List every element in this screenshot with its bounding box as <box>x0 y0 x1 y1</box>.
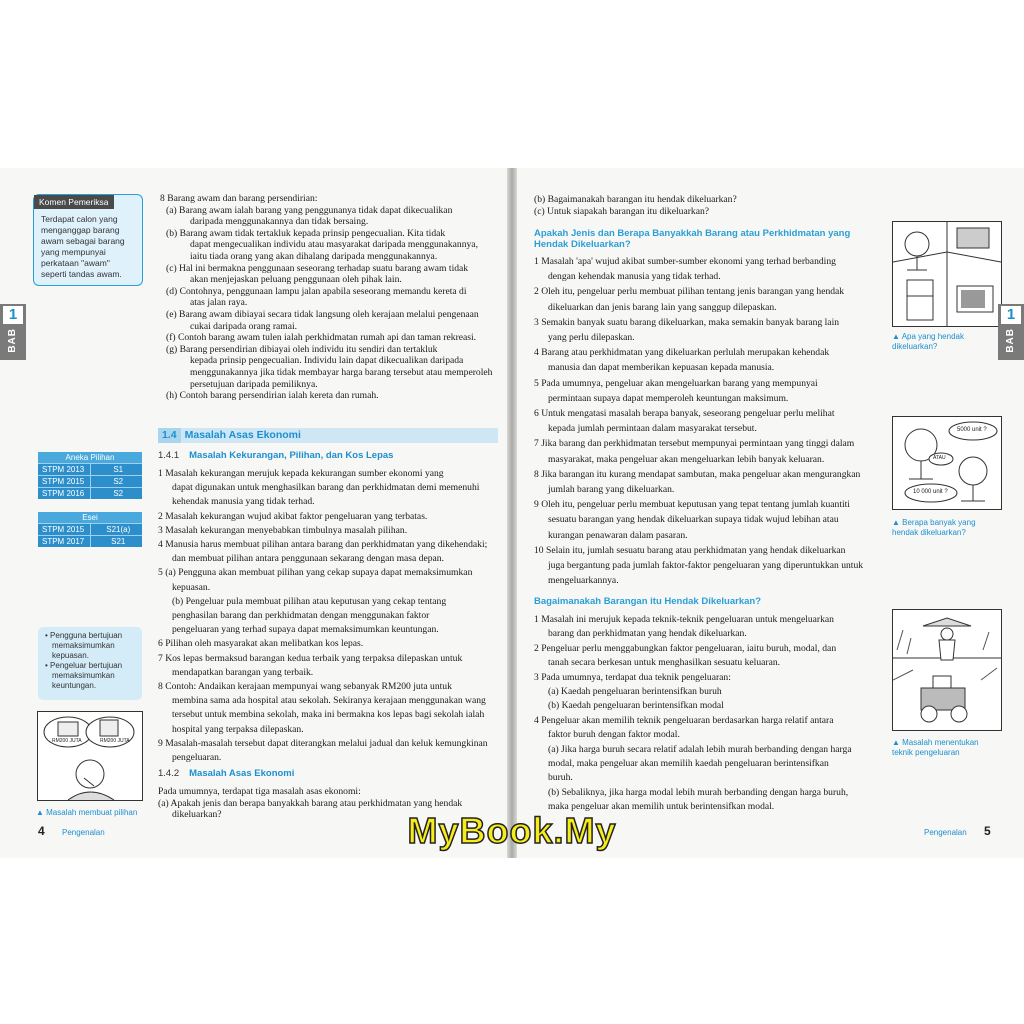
text-line: 2 Pengeluar perlu menggabungkan faktor pengeluaran, iaitu buruh, modal, dan <box>534 642 837 654</box>
page-footer: Pengenalan <box>62 828 105 837</box>
text-line: (b) Bagaimanakah barangan itu hendak dikeluarkan? <box>534 194 737 205</box>
esei-table <box>38 512 142 547</box>
bab-number: 1 <box>3 306 23 324</box>
right-page <box>512 168 1024 858</box>
text-line: (b) Barang awam tidak tertakluk kepada prinsip pengecualian. Kita tidak <box>166 227 446 239</box>
thinking-man-cartoon <box>37 711 143 801</box>
text-line: kepada jumlah permintaan dalam masyarakat tersebut. <box>548 423 757 435</box>
text-line: (g) Barang persendirian dibiayai oleh individu itu sendiri dan tertakluk <box>166 343 438 355</box>
page-number: 5 <box>984 824 991 838</box>
cartoon-label: RM200 JUTA <box>52 738 82 744</box>
watermark: MyBook.My <box>407 810 617 851</box>
thinking-man-illustration <box>38 712 142 800</box>
text-line: membina sama ada hospital atau sekolah. Sekiranya kerajaan menggunakan wang <box>172 695 486 707</box>
text-line: (f) Contoh barang awam tulen ialah perkhidmatan rumah api dan taman rekreasi. <box>166 332 477 344</box>
text-line: 3 Masalah kekurangan menyebabkan timbulnya masalah pilihan. <box>158 524 408 536</box>
question-heading: Bagaimanakah Barangan itu Hendak Dikeluarkan? <box>534 596 762 607</box>
text-line: kepuasan. <box>172 581 211 593</box>
text-line: dapat mengecualikan individu atau masyarakat daripada menggunakannya, <box>190 239 478 251</box>
text-line: 8 Barang awam dan barang persendirian: <box>160 193 318 204</box>
text-line: daripada menggunakannya dan tidak bersaing. <box>190 216 369 228</box>
text-line: 1 Masalah kekurangan merujuk kepada kekurangan sumber ekonomi yang <box>158 468 444 479</box>
bab-label: BAB <box>7 328 18 353</box>
table-row: STPM 2013 S1 <box>38 463 142 475</box>
text-line: penghasilan barang dan perkhidmatan dengan menggunakan faktor <box>172 610 430 621</box>
figure-label: 10 000 unit ? <box>913 489 948 495</box>
text-line: akan menjejaskan peluang penggunaan oleh pihak lain. <box>190 274 402 286</box>
text-line: pengeluaran yang terhad supaya dapat memaksimumkan keuntungan. <box>172 624 439 636</box>
text-line: kehendak manusia yang tidak terhad. <box>172 496 315 508</box>
table-row: STPM 2015 S21(a) <box>38 523 142 535</box>
text-line: (b) Sebaliknya, jika harga modal lebih murah berbanding dengan harga buruh, <box>548 786 849 798</box>
komen-pemeriksa-box <box>33 194 143 286</box>
text-line: mendapatkan barangan yang terbaik. <box>172 666 314 678</box>
text-line: cukai daripada orang ramai. <box>190 320 298 332</box>
text-line: 5 (a) Pengguna akan membuat pilihan yang cekap supaya dapat memaksimumkan <box>158 567 473 579</box>
text-line: Pada umumnya, terdapat tiga masalah asas ekonomi: <box>158 786 361 797</box>
text-line: 4 Barang atau perkhidmatan yang dikeluarkan perlulah merupakan kehendak <box>534 347 830 359</box>
text-line: kepada prinsip pengecualian. Individu lain dapat dikecualikan daripada <box>190 355 464 367</box>
text-line: 4 Manusia harus membuat pilihan antara barang dan perkhidmatan yang dikehendaki; <box>158 539 488 550</box>
text-line: 4 Pengeluar akan memilih teknik pengeluaran berdasarkan harga relatif antara <box>534 714 834 726</box>
text-line: manusia dan dapat memberikan kepuasan kepada manusia. <box>548 362 775 374</box>
subsection-heading: 1.4.2 Masalah Asas Ekonomi <box>158 768 295 779</box>
production-figure <box>892 609 1002 731</box>
text-line: jumlah barang yang dikeluarkan. <box>548 484 675 495</box>
text-line: faktor buruh dengan faktor modal. <box>548 729 680 741</box>
aneka-pilihan-table <box>38 452 142 499</box>
text-line: iaitu tiada orang yang akan dihalang daripada menggunakannya. <box>190 251 438 262</box>
text-line: 10 Selain itu, jumlah sesuatu barang atau perkhidmatan yang hendak dikeluarkan <box>534 544 846 556</box>
text-line: atas jalan raya. <box>190 297 248 309</box>
question-heading: Apakah Jenis dan Berapa Banyakkah Barang atau Perkhidmatan yang Hendak Dikeluarkan? <box>534 228 851 250</box>
text-line: dengan kehendak manusia yang tidak terhad. <box>548 271 721 283</box>
text-line: (c) Hal ini bermakna penggunaan seseorang terhadap suatu barang awam tidak <box>166 262 469 274</box>
text-line: dapat digunakan untuk menghasilkan barang dan perkhidmatan demi memenuhi <box>172 482 480 494</box>
text-line: (a) Jika harga buruh secara relatif adalah lebih murah berbanding dengan harga <box>548 743 852 755</box>
text-line: kurangan penawaran dalam pasaran. <box>548 529 688 541</box>
aneka-pilihan-title: Aneka Pilihan <box>38 452 142 463</box>
text-line: persetujuan daripada pemiliknya. <box>190 378 318 390</box>
appliances-figure <box>892 221 1002 327</box>
bullet-item: • Pengeluar bertujuan memaksimumkan keuntungan. <box>45 661 123 690</box>
text-line: mengeluarkannya. <box>548 575 619 587</box>
text-line: 8 Jika barangan itu kurang mendapat sambutan, maka pengeluar akan mengurangkan <box>534 468 861 480</box>
farm-production-illustration <box>893 610 1001 730</box>
table-row: STPM 2015 S2 <box>38 475 142 487</box>
bullet-item: • Pengguna bertujuan memaksimumkan kepuasan. <box>45 631 123 660</box>
table-row: STPM 2017 S21 <box>38 535 142 547</box>
figure-caption: ▲ Masalah menentukan teknik pengeluaran <box>892 738 979 757</box>
text-line: 7 Jika barang dan perkhidmatan tersebut mempunyai permintaan yang tinggi dalam <box>534 438 855 450</box>
text-line: 6 Pilihan oleh masyarakat akan melibatkan kos lepas. <box>158 638 364 650</box>
text-line: yang perlu dilepaskan. <box>548 332 635 343</box>
text-line: (a) Barang awam ialah barang yang penggunanya tidak dapat dikecualikan <box>166 204 453 216</box>
bab-number: 1 <box>1001 306 1021 324</box>
left-page <box>0 168 512 858</box>
text-line: sesuatu barangan yang hendak dikeluarkan supaya tidak wujud lebihan atau <box>548 514 839 526</box>
cartoon-label: RM200 JUTA <box>100 738 130 744</box>
text-line: tersebut untuk membina sekolah, maka ini bermakna kos lepas bagi sekolah ialah <box>172 709 485 721</box>
komen-text: Terdapat calon yang menganggap barang awam sebagai barang yang mempunyai perkataan "awam" seperti tandas awam. <box>41 214 125 279</box>
bab-label: BAB <box>1005 328 1016 353</box>
figure-caption: ▲ Apa yang hendak dikeluarkan? <box>892 332 964 351</box>
text-line: dikeluarkan dan jenis barang lain yang sanggup dilepaskan. <box>548 301 777 313</box>
appliances-illustration <box>893 222 1001 326</box>
text-line: 8 Contoh: Andaikan kerajaan mempunyai wang sebanyak RM200 juta untuk <box>158 681 452 692</box>
text-line: buruh. <box>548 772 573 784</box>
text-line: juga bergantung pada jumlah faktor-faktor pengeluaran yang diperuntukkan untuk <box>548 560 864 571</box>
text-line: modal, maka pengeluar akan memilih kaedah pengeluaran berintensifkan <box>548 758 829 769</box>
text-line: (a) Kaedah pengeluaran berintensifkan buruh <box>548 686 722 697</box>
figure-label: ATAU <box>933 455 946 461</box>
text-line: (b) Kaedah pengeluaran berintensifkan modal <box>548 700 724 712</box>
esei-title: Esei <box>38 512 142 523</box>
text-line: 3 Semakin banyak suatu barang dikeluarkan, maka semakin banyak barang lain <box>534 316 840 328</box>
bab-tab-right <box>998 304 1024 360</box>
text-line: 1 Masalah 'apa' wujud akibat sumber-sumber ekonomi yang terhad berbanding <box>534 256 836 267</box>
text-line: maka pengeluar akan memilih untuk berintensifkan modal. <box>548 801 775 813</box>
text-line: pengeluaran. <box>172 752 222 763</box>
section-heading: 1.4 Masalah Asas Ekonomi <box>158 428 498 443</box>
text-line: masyarakat, maka pengeluar akan mengeluarkan lebih banyak keluaran. <box>548 453 825 465</box>
text-line: (b) Pengeluar pula membuat pilihan atau keputusan yang cekap tentang <box>172 595 447 607</box>
fans-figure <box>892 416 1002 510</box>
page-footer: Pengenalan <box>924 828 967 837</box>
text-line: dan membuat pilihan antara penggunaan sekarang dengan masa depan. <box>172 553 444 565</box>
text-line: 6 Untuk mengatasi masalah berapa banyak, seseorang pengeluar perlu melihat <box>534 408 835 419</box>
page-number: 4 <box>38 824 45 838</box>
text-line: (d) Contohnya, penggunaan lampu jalan apabila seseorang memandu kereta di <box>166 285 467 297</box>
text-line: 2 Masalah kekurangan wujud akibat faktor pengeluaran yang terbatas. <box>158 510 428 522</box>
text-line: 3 Pada umumnya, terdapat dua teknik pengeluaran: <box>534 671 731 683</box>
komen-title: Komen Pemeriksa <box>34 195 114 209</box>
text-line: barang dan perkhidmatan yang hendak dikeluarkan. <box>548 628 747 640</box>
text-line: 9 Masalah-masalah tersebut dapat diterangkan melalui jadual dan keluk kemungkinan <box>158 737 488 749</box>
text-line: tanah secara berkesan untuk menghasilkan sesuatu keluaran. <box>548 657 781 669</box>
text-line: 5 Pada umumnya, pengeluar akan mengeluarkan barang yang mempunyai <box>534 377 818 389</box>
book-spread <box>0 168 1024 858</box>
bab-tab-left <box>0 304 26 360</box>
text-line: (h) Contoh barang persendirian ialah kereta dan rumah. <box>166 390 379 402</box>
table-row: STPM 2016 S2 <box>38 487 142 499</box>
text-line: 1 Masalah ini merujuk kepada teknik-teknik pengeluaran untuk mengeluarkan <box>534 614 834 625</box>
text-line: 2 Oleh itu, pengeluar perlu membuat pilihan tentang jenis barangan yang hendak <box>534 286 845 298</box>
text-line: permintaan supaya dapat memperoleh keuntungan maksimum. <box>548 392 789 404</box>
key-points-box <box>38 627 142 700</box>
text-line: 9 Oleh itu, pengeluar perlu membuat keputusan yang tepat tentang jumlah kuantiti <box>534 499 850 511</box>
text-line: (c) Untuk siapakah barangan itu dikeluarkan? <box>534 205 710 217</box>
figure-caption: ▲ Masalah membuat pilihan <box>36 808 138 817</box>
text-line: (a) Apakah jenis dan berapa banyakkah barang atau perkhidmatan yang hendak <box>158 797 463 809</box>
text-line: (e) Barang awam dibiayai secara tidak langsung oleh kerajaan melalui pengenaan <box>166 309 479 320</box>
figure-caption: ▲ Berapa banyak yang hendak dikeluarkan? <box>892 518 976 537</box>
text-line: hospital yang terpaksa dilepaskan. <box>172 723 304 735</box>
text-line: 7 Kos lepas bermaksud barangan kedua terbaik yang terpaksa dilepaskan untuk <box>158 652 463 664</box>
text-line: dikeluarkan? <box>172 809 222 821</box>
figure-label: 5000 unit ? <box>957 427 987 433</box>
text-line: menggunakannya jika tidak membayar harga barang tersebut atau memperoleh <box>190 367 493 378</box>
subsection-heading: 1.4.1 Masalah Kekurangan, Pilihan, dan Kos Lepas <box>158 450 394 461</box>
